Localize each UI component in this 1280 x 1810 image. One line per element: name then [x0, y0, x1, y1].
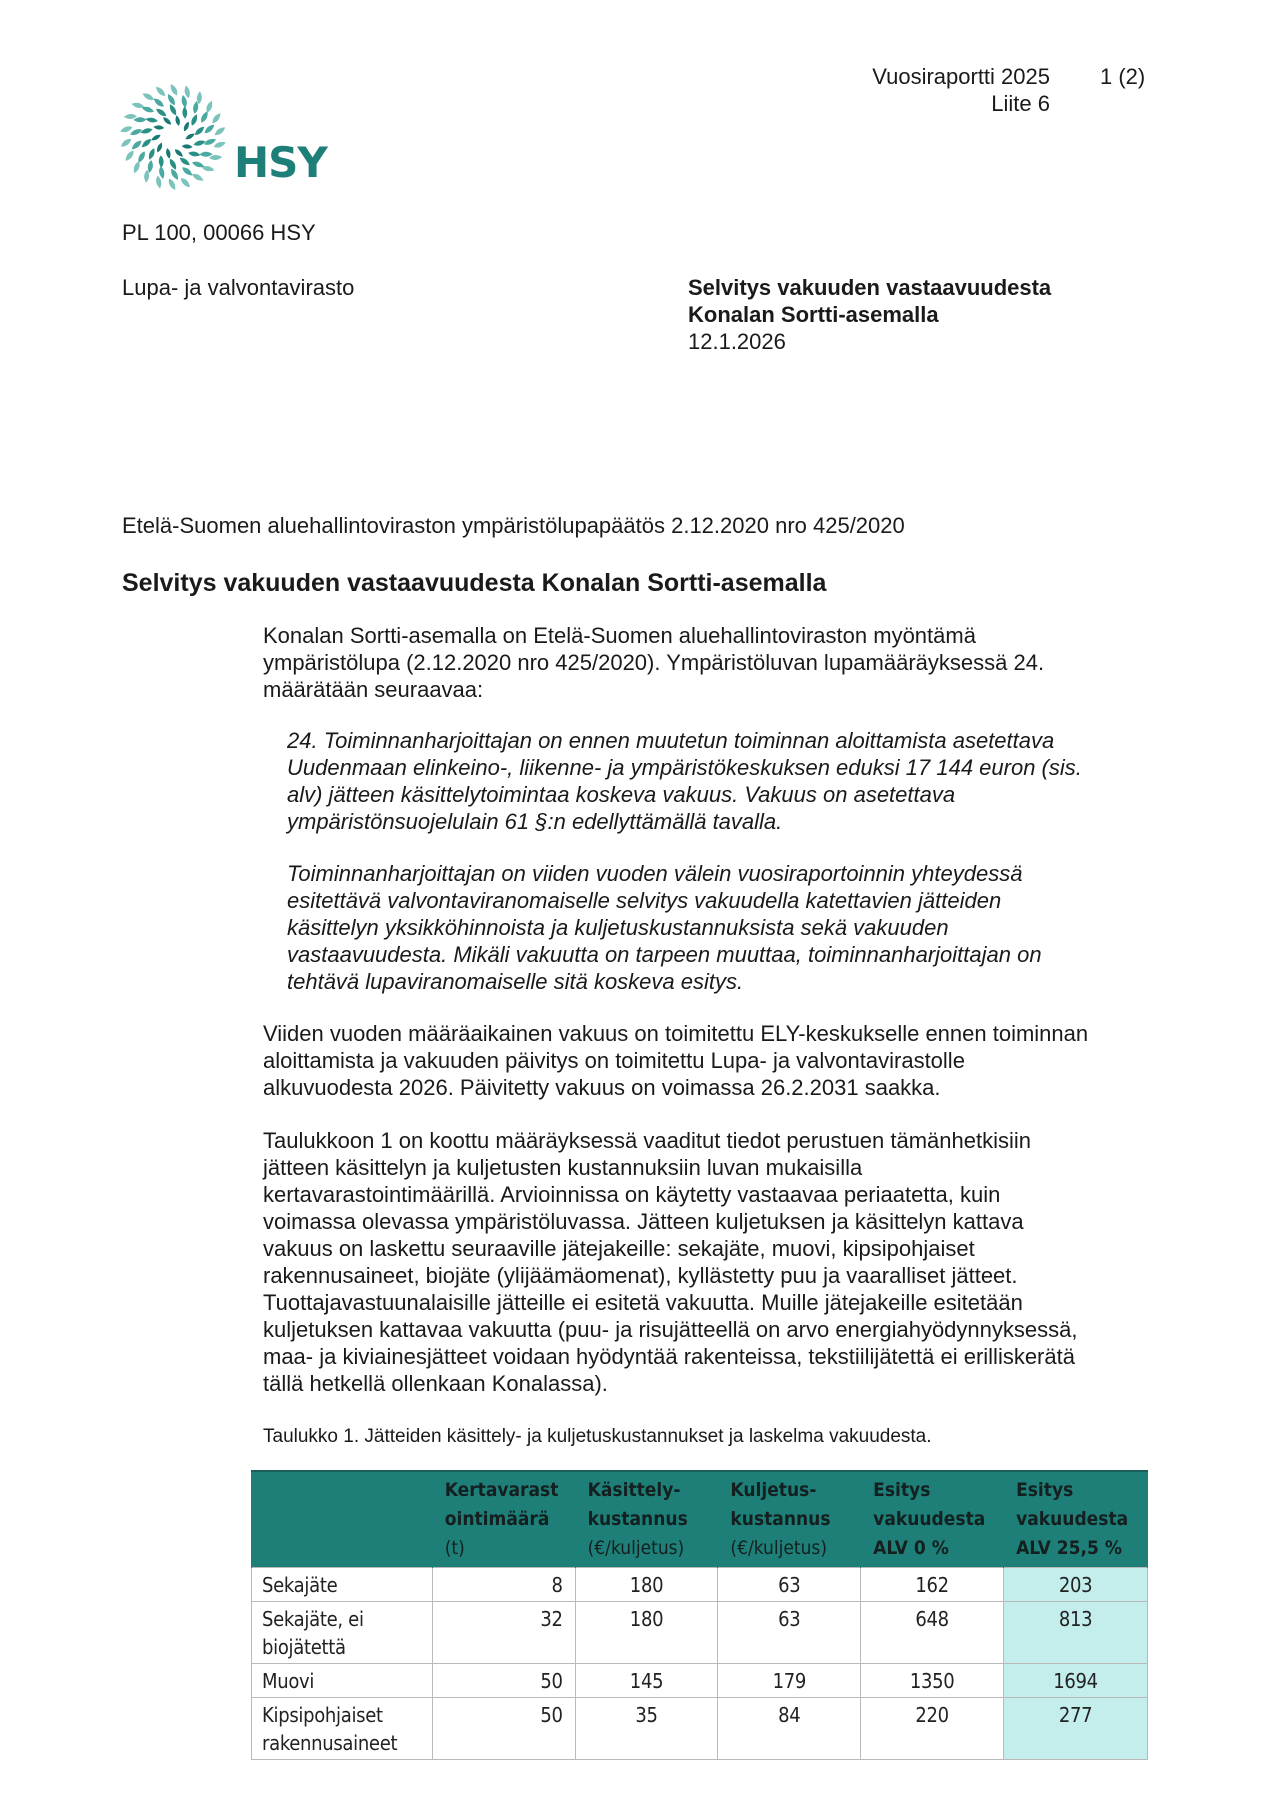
- text-line: alv) jätteen käsittelytoimintaa koskeva vakuus. Vakuus on asetettava: [287, 782, 956, 807]
- text-line: Konalan Sortti-asemalla on Etelä-Suomen aluehallintoviraston myöntämä: [263, 623, 976, 648]
- cell-handling-cost: 35: [575, 1698, 718, 1760]
- logo-droplet: [199, 110, 210, 124]
- logo-droplet: [140, 127, 153, 135]
- logo-droplet: [209, 155, 222, 161]
- text-line: vastaavuudesta. Mikäli vakuutta on tarpeen muuttaa, toiminnanharjoittajan on: [287, 942, 1042, 967]
- logo-droplet: [174, 115, 180, 127]
- cell-guarantee-vat0: 648: [861, 1602, 1004, 1664]
- logo-droplet: [136, 150, 147, 164]
- cell-guarantee-vat255: 277: [1004, 1698, 1148, 1760]
- logo-droplet: [155, 107, 168, 118]
- ely-paragraph: [263, 1020, 1163, 1101]
- logo-droplet: [133, 117, 146, 122]
- logo-droplet: [119, 137, 132, 149]
- cell-guarantee-vat0: 220: [861, 1698, 1004, 1760]
- text-line: Toiminnanharjoittajan on viiden vuoden välein vuosiraportoinnin yhteydessä: [287, 861, 1023, 886]
- logo-droplet: [205, 100, 214, 114]
- logo-droplet: [169, 83, 180, 97]
- sender-address: PL 100, 00066 HSY: [122, 220, 316, 245]
- logo-droplet: [124, 114, 137, 120]
- logo-droplet: [145, 117, 158, 124]
- text-line: jätteen käsittelyn ja kuljetusten kustannuksiin luvan mukaisilla: [263, 1155, 863, 1180]
- subject-line-1: Selvitys vakuuden vastaavuudesta: [688, 275, 1052, 300]
- table-row: [252, 1602, 1148, 1664]
- logo-droplet: [155, 175, 163, 189]
- cell-guarantee-vat0: 162: [861, 1568, 1004, 1602]
- table-row: [252, 1664, 1148, 1698]
- logo-droplet: [190, 113, 199, 126]
- text-line: maa- ja kiviainesjätteet voidaan hyödyntää rakenteissa, tekstiilijätettä ei erilliskerätä: [263, 1344, 1075, 1369]
- cell-guarantee-vat0: 1350: [861, 1664, 1004, 1698]
- header-guarantee-vat0: Esitys vakuudesta ALV 0 %: [861, 1471, 1004, 1568]
- logo-droplet: [162, 116, 173, 126]
- subject-block: [688, 274, 1051, 355]
- cell-guarantee-vat255: 1694: [1004, 1664, 1148, 1698]
- cost-table: [251, 1470, 1148, 1760]
- text-line: Taulukkoon 1 on koottu määräyksessä vaaditut tiedot perustuen tämänhetkisiin: [263, 1128, 1032, 1153]
- header-storage-amount: Kertavarast ointimäärä (t): [432, 1471, 575, 1568]
- logo-droplet: [147, 147, 156, 160]
- table-caption: Taulukko 1. Jätteiden käsittely- ja kuljetuskustannukset ja laskelma vakuudesta.: [263, 1426, 932, 1447]
- text-line: rakennusaineet, biojäte (ylijäämäomenat), kyllästetty puu ja vaaralliset jätteet.: [263, 1263, 1018, 1288]
- decision-reference: Etelä-Suomen aluehallintoviraston ympäristölupapäätös 2.12.2020 nro 425/2020: [122, 513, 905, 538]
- hsy-logo: [118, 82, 327, 192]
- table-row: [252, 1568, 1148, 1602]
- text-line: kertavarastointimäärillä. Arvioinnissa on käytetty vastaavaa periaatetta, kuin: [263, 1182, 1001, 1207]
- text-line: käsittelyn yksikköhinnoista ja kuljetuskustannuksista sekä vakuuden: [287, 915, 949, 940]
- logo-droplet: [213, 140, 227, 149]
- logo-droplet: [173, 148, 184, 158]
- table-row: [252, 1698, 1148, 1760]
- intro-paragraph: [263, 622, 1163, 703]
- header-handling-cost: Käsittely- kustannus (€/kuljetus): [575, 1471, 718, 1568]
- logo-droplet: [182, 144, 193, 149]
- logo-droplet: [154, 85, 167, 98]
- cell-transport-cost: 63: [718, 1602, 861, 1664]
- text-line: tällä hetkellä ollenkaan Konalassa).: [263, 1371, 608, 1396]
- cell-waste-type: Kipsipohjaiset rakennusaineet: [252, 1698, 433, 1760]
- hsy-swirl-logo-icon: [118, 82, 228, 192]
- page-number: 1 (2): [1100, 64, 1146, 89]
- logo-droplet: [150, 133, 162, 142]
- text-line: alkuvuodesta 2026. Päivitetty vakuus on voimassa 26.2.2031 saakka.: [263, 1075, 941, 1100]
- text-line: esitettävä valvontaviranomaiselle selvitys vakuudella katettavien jätteiden: [287, 888, 1002, 913]
- header-guarantee-vat255: Esitys vakuudesta ALV 25,5 %: [1004, 1471, 1148, 1568]
- logo-droplet: [180, 95, 187, 109]
- text-line: Uudenmaan elinkeino-, liikenne- ja ympäristökeskuksen eduksi 17 144 euron (sis.: [287, 755, 1082, 780]
- logo-droplet: [191, 172, 205, 183]
- logo-droplet: [210, 112, 222, 125]
- cell-transport-cost: 63: [718, 1568, 861, 1602]
- logo-droplet: [193, 125, 206, 137]
- logo-droplet: [181, 165, 194, 177]
- cell-guarantee-vat255: 813: [1004, 1602, 1148, 1664]
- cell-storage-amount: 32: [432, 1602, 575, 1664]
- logo-droplet: [213, 125, 226, 137]
- recipient: Lupa- ja valvontavirasto: [122, 275, 355, 300]
- header-waste-type: [252, 1471, 433, 1568]
- document-date: 12.1.2026: [688, 329, 786, 354]
- cell-storage-amount: 8: [432, 1568, 575, 1602]
- logo-droplet: [165, 148, 171, 160]
- text-line: 24. Toiminnanharjoittajan on ennen muutetun toiminnan aloittamista asetettava: [287, 728, 1055, 753]
- text-line: aloittamista ja vakuuden päivitys on toimitettu Lupa- ja valvontavirastolle: [263, 1048, 965, 1073]
- cell-waste-type: Sekajäte, ei biojätettä: [252, 1602, 433, 1664]
- cell-handling-cost: 180: [575, 1602, 718, 1664]
- text-line: vakuus on laskettu seuraaville jätejakeille: sekajäte, muovi, kipsipohjaiset: [263, 1236, 975, 1261]
- logo-droplet: [132, 160, 141, 174]
- logo-droplet: [169, 167, 180, 181]
- table-header-row: [252, 1471, 1148, 1568]
- logo-droplet: [179, 176, 192, 189]
- text-line: Tuottajavastuunalaisille jätteille ei esitetä vakuutta. Muille jätejakeille esitetään: [263, 1290, 1023, 1315]
- text-line: tehtävä lupaviranomaiselle sitä koskeva esitys.: [287, 969, 744, 994]
- cell-waste-type: Muovi: [252, 1664, 433, 1698]
- logo-droplet: [200, 152, 213, 157]
- logo-droplet: [183, 85, 191, 99]
- cell-handling-cost: 180: [575, 1568, 718, 1602]
- cell-storage-amount: 50: [432, 1698, 575, 1760]
- header-transport-cost: Kuljetus- kustannus (€/kuljetus): [718, 1471, 861, 1568]
- logo-droplet: [124, 149, 136, 162]
- main-heading: Selvitys vakuuden vastaavuudesta Konalan Sortti-asemalla: [122, 569, 827, 597]
- logo-droplet: [153, 125, 164, 130]
- logo-droplet: [182, 121, 190, 133]
- logo-droplet: [158, 166, 165, 180]
- permit-quote-paragraph-2: [287, 860, 1167, 995]
- document-type: Vuosiraportti 2025: [872, 64, 1050, 89]
- appendix-label: Liite 6: [991, 91, 1050, 116]
- text-line: ympäristönsuojelulain 61 §:n edellyttämällä tavalla.: [287, 809, 783, 834]
- logo-droplet: [119, 125, 133, 134]
- subject-line-2: Konalan Sortti-asemalla: [688, 302, 939, 327]
- text-line: ympäristölupa (2.12.2020 nro 425/2020). Ympäristöluvan lupamääräyksessä 24.: [263, 650, 1045, 675]
- logo-droplet: [141, 91, 155, 102]
- logo-droplet: [203, 123, 216, 135]
- cell-handling-cost: 145: [575, 1664, 718, 1698]
- cell-waste-type: Sekajäte: [252, 1568, 433, 1602]
- logo-droplet: [193, 139, 206, 147]
- cell-transport-cost: 179: [718, 1664, 861, 1698]
- logo-droplet: [140, 137, 153, 149]
- logo-droplet: [158, 155, 163, 168]
- text-line: kuljetuksen kattavaa vakuutta (puu- ja risujätteellä on arvo energiahyödynnyksessä,: [263, 1317, 1078, 1342]
- table-intro-paragraph: [263, 1127, 1163, 1397]
- logo-droplet: [130, 139, 143, 151]
- logo-droplet: [182, 106, 187, 119]
- logo-droplet: [152, 97, 165, 109]
- logo-droplet: [168, 103, 178, 116]
- logo-droplet: [168, 158, 178, 171]
- permit-quote-paragraph-1: [287, 727, 1167, 835]
- logo-droplet: [178, 156, 191, 167]
- cell-transport-cost: 84: [718, 1698, 861, 1760]
- logo-droplet: [167, 177, 178, 191]
- logo-droplet: [166, 93, 177, 107]
- cell-guarantee-vat255: 203: [1004, 1568, 1148, 1602]
- text-line: määrätään seuraavaa:: [263, 677, 484, 702]
- text-line: Viiden vuoden määräaikainen vakuus on toimitettu ELY-keskukselle ennen toiminnan: [263, 1021, 1089, 1046]
- text-line: voimassa olevassa ympäristöluvassa. Jätteen kuljetuksen ja käsittelyn kattava: [263, 1209, 1024, 1234]
- logo-wordmark: HSY: [234, 138, 327, 187]
- logo-droplet: [184, 132, 196, 141]
- logo-droplet: [155, 142, 163, 154]
- cell-storage-amount: 50: [432, 1664, 575, 1698]
- logo-droplet: [188, 151, 201, 158]
